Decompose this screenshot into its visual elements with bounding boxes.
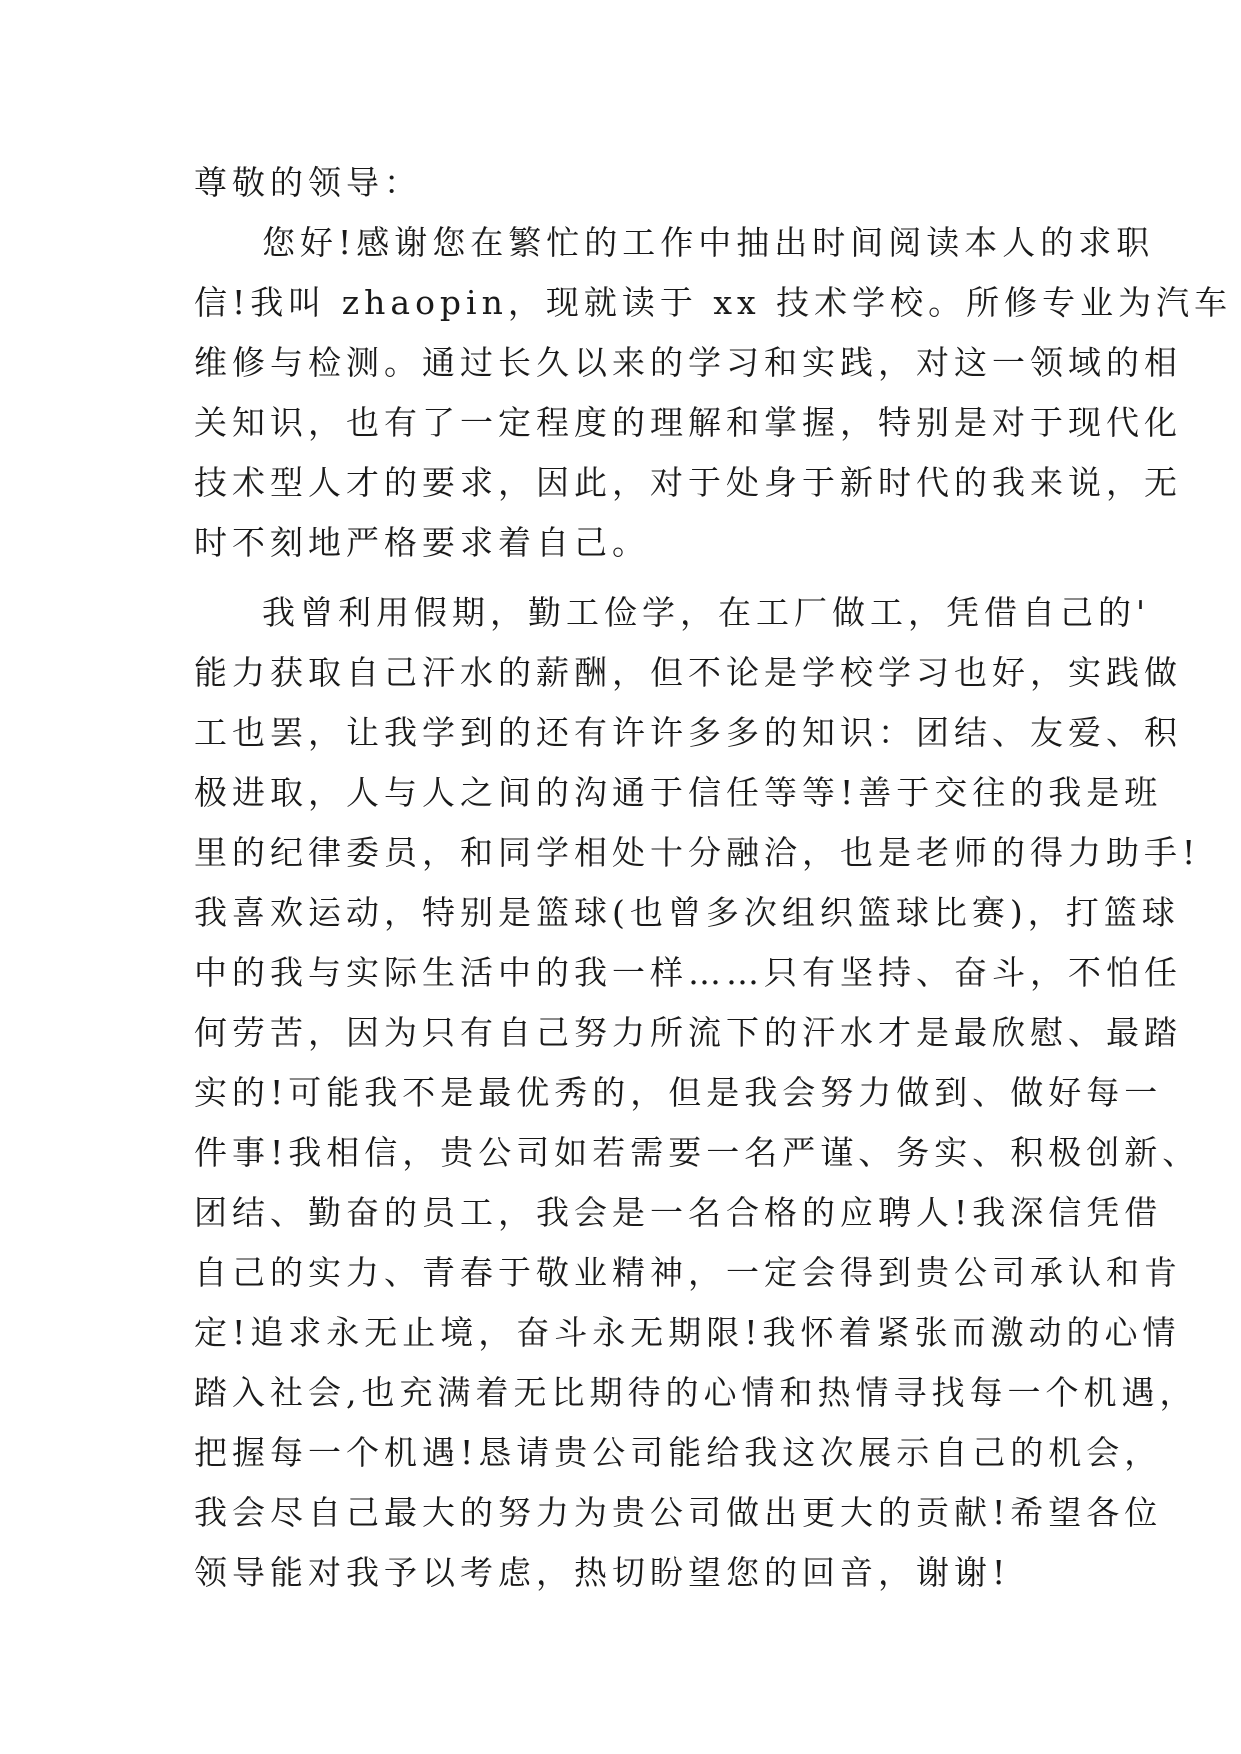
paragraph-line: 踏入社会,也充满着无比期待的心情和热情寻找每一个机遇， bbox=[194, 1373, 1198, 1412]
paragraph-line: 能力获取自己汗水的薪酬，但不论是学校学习也好，实践做 bbox=[194, 653, 1182, 692]
paragraph-line: 实的!可能我不是最优秀的，但是我会努力做到、做好每一 bbox=[194, 1073, 1163, 1112]
paragraph-line: 何劳苦，因为只有自己努力所流下的汗水才是最欣慰、最踏 bbox=[194, 1013, 1182, 1052]
paragraph-line: 您好!感谢您在繁忙的工作中抽出时间阅读本人的求职 bbox=[262, 223, 1155, 262]
paragraph-line: 把握每一个机遇!恳请贵公司能给我这次展示自己的机会， bbox=[194, 1433, 1163, 1472]
paragraph-line: 我曾利用假期，勤工俭学，在工厂做工，凭借自己的' bbox=[262, 593, 1151, 632]
paragraph-line: 自己的实力、青春于敬业精神，一定会得到贵公司承认和肯 bbox=[194, 1253, 1182, 1292]
cover-letter-body bbox=[194, 153, 1233, 1603]
paragraph-line: 技术型人才的要求，因此，对于处身于新时代的我来说，无 bbox=[194, 463, 1182, 502]
paragraph-line: 我会尽自己最大的努力为贵公司做出更大的贡献!希望各位 bbox=[194, 1493, 1163, 1532]
paragraph-line: 时不刻地严格要求着自己。 bbox=[194, 523, 650, 562]
salutation: 尊敬的领导： bbox=[194, 163, 422, 202]
paragraph-line: 工也罢，让我学到的还有许许多多的知识：团结、友爱、积 bbox=[194, 713, 1182, 752]
paragraph-line: 关知识，也有了一定程度的理解和掌握，特别是对于现代化 bbox=[194, 403, 1182, 442]
paragraph-1 bbox=[194, 213, 1233, 573]
paragraph-line: 领导能对我予以考虑，热切盼望您的回音，谢谢! bbox=[194, 1553, 1011, 1592]
paragraph-line: 信!我叫 zhaopin，现就读于 xx 技术学校。所修专业为汽车 bbox=[194, 283, 1233, 322]
paragraph-line: 里的纪律委员，和同学相处十分融洽，也是老师的得力助手! bbox=[194, 833, 1201, 872]
paragraph-line: 团结、勤奋的员工，我会是一名合格的应聘人!我深信凭借 bbox=[194, 1193, 1163, 1232]
paragraph-line: 中的我与实际生活中的我一样……只有坚持、奋斗，不怕任 bbox=[194, 953, 1182, 992]
paragraph-line: 件事!我相信，贵公司如若需要一名严谨、务实、积极创新、 bbox=[194, 1133, 1201, 1172]
paragraph-line: 我喜欢运动，特别是篮球(也曾多次组织篮球比赛)，打篮球 bbox=[194, 893, 1180, 932]
paragraph-line: 定!追求永无止境，奋斗永无期限!我怀着紧张而激动的心情 bbox=[194, 1313, 1181, 1352]
paragraph-2 bbox=[194, 583, 1201, 1603]
paragraph-line: 极进取，人与人之间的沟通于信任等等!善于交往的我是班 bbox=[194, 773, 1163, 812]
paragraph-line: 维修与检测。通过长久以来的学习和实践，对这一领域的相 bbox=[194, 343, 1182, 382]
